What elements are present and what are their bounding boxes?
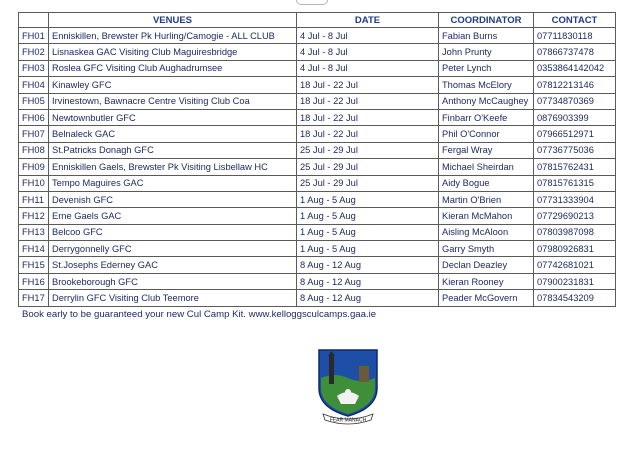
table-row bbox=[19, 290, 616, 306]
page-top-mark bbox=[296, 0, 328, 5]
cell-coordinator: Martin O'Brien bbox=[439, 191, 534, 207]
cell-coordinator: Kieran Rooney bbox=[439, 273, 534, 289]
cell-code: FH08 bbox=[19, 142, 49, 158]
cell-venue: Derrylin GFC Visiting Club Teemore bbox=[49, 290, 297, 306]
cell-coordinator: Kieran McMahon bbox=[439, 208, 534, 224]
cell-contact: 07900231831 bbox=[534, 273, 616, 289]
cell-code: FH03 bbox=[19, 60, 49, 76]
cell-code: FH04 bbox=[19, 77, 49, 93]
cell-venue: Roslea GFC Visiting Club Aughadrumsee bbox=[49, 60, 297, 76]
cell-contact: 07742681021 bbox=[534, 257, 616, 273]
cell-venue: Devenish GFC bbox=[49, 191, 297, 207]
cell-date: 4 Jul - 8 Jul bbox=[297, 28, 439, 44]
cell-venue: Belnaleck GAC bbox=[49, 126, 297, 142]
cell-contact: 07731333904 bbox=[534, 191, 616, 207]
table-row bbox=[19, 257, 616, 273]
cell-coordinator: Aisling McAloon bbox=[439, 224, 534, 240]
cell-venue: Derrygonnelly GFC bbox=[49, 241, 297, 257]
cell-coordinator: Aidy Bogue bbox=[439, 175, 534, 191]
table-row bbox=[19, 93, 616, 109]
venue-schedule-table bbox=[18, 12, 616, 307]
header-contact: CONTACT bbox=[534, 13, 616, 28]
cell-code: FH01 bbox=[19, 28, 49, 44]
cell-contact: 07815761315 bbox=[534, 175, 616, 191]
cell-contact: 07812213146 bbox=[534, 77, 616, 93]
cell-venue: Enniskillen Gaels, Brewster Pk Visiting Lisbellaw HC bbox=[49, 159, 297, 175]
cell-date: 8 Aug - 12 Aug bbox=[297, 273, 439, 289]
booking-note: Book early to be guaranteed your new Cul Camp Kit. www.kelloggsculcamps.gaa.ie bbox=[22, 309, 377, 320]
cell-venue: Belcoo GFC bbox=[49, 224, 297, 240]
cell-coordinator: John Prunty bbox=[439, 44, 534, 60]
cell-coordinator: Fabian Burns bbox=[439, 28, 534, 44]
cell-code: FH14 bbox=[19, 241, 49, 257]
header-coordinator: COORDINATOR bbox=[439, 13, 534, 28]
county-crest-icon bbox=[315, 348, 381, 426]
cell-coordinator: Thomas McElory bbox=[439, 77, 534, 93]
cell-coordinator: Declan Deazley bbox=[439, 257, 534, 273]
cell-date: 4 Jul - 8 Jul bbox=[297, 44, 439, 60]
table-row bbox=[19, 175, 616, 191]
crest-motto: FEAR MANACH bbox=[329, 417, 367, 424]
table-row bbox=[19, 109, 616, 125]
table-row bbox=[19, 159, 616, 175]
cell-venue: Brookeborough GFC bbox=[49, 273, 297, 289]
table-row bbox=[19, 28, 616, 44]
cell-venue: Erne Gaels GAC bbox=[49, 208, 297, 224]
cell-code: FH13 bbox=[19, 224, 49, 240]
table-row bbox=[19, 191, 616, 207]
table-row bbox=[19, 44, 616, 60]
header-venues: VENUES bbox=[49, 13, 297, 28]
cell-venue: Enniskillen, Brewster Pk Hurling/Camogie - ALL CLUB bbox=[49, 28, 297, 44]
table-row bbox=[19, 273, 616, 289]
cell-code: FH07 bbox=[19, 126, 49, 142]
cell-date: 25 Jul - 29 Jul bbox=[297, 142, 439, 158]
table-header-row bbox=[19, 13, 616, 28]
cell-coordinator: Garry Smyth bbox=[439, 241, 534, 257]
cell-code: FH09 bbox=[19, 159, 49, 175]
cell-coordinator: Peader McGovern bbox=[439, 290, 534, 306]
cell-code: FH11 bbox=[19, 191, 49, 207]
cell-date: 1 Aug - 5 Aug bbox=[297, 224, 439, 240]
cell-code: FH10 bbox=[19, 175, 49, 191]
table-row bbox=[19, 208, 616, 224]
cell-code: FH16 bbox=[19, 273, 49, 289]
cell-contact: 07866737478 bbox=[534, 44, 616, 60]
cell-coordinator: Fergal Wray bbox=[439, 142, 534, 158]
cell-contact: 07734870369 bbox=[534, 93, 616, 109]
cell-date: 1 Aug - 5 Aug bbox=[297, 191, 439, 207]
cell-venue: Newtownbutler GFC bbox=[49, 109, 297, 125]
cell-code: FH15 bbox=[19, 257, 49, 273]
cell-venue: St.Patricks Donagh GFC bbox=[49, 142, 297, 158]
table-row bbox=[19, 241, 616, 257]
cell-contact: 07966512971 bbox=[534, 126, 616, 142]
cell-contact: 0353864142042 bbox=[534, 60, 616, 76]
cell-venue: Tempo Maguires GAC bbox=[49, 175, 297, 191]
cell-contact: 0876903399 bbox=[534, 109, 616, 125]
table-row bbox=[19, 60, 616, 76]
cell-contact: 07729690213 bbox=[534, 208, 616, 224]
cell-coordinator: Phil O'Connor bbox=[439, 126, 534, 142]
cell-date: 18 Jul - 22 Jul bbox=[297, 77, 439, 93]
header-date: DATE bbox=[297, 13, 439, 28]
cell-coordinator: Anthony McCaughey bbox=[439, 93, 534, 109]
cell-code: FH02 bbox=[19, 44, 49, 60]
table-row bbox=[19, 126, 616, 142]
cell-coordinator: Peter Lynch bbox=[439, 60, 534, 76]
cell-date: 8 Aug - 12 Aug bbox=[297, 290, 439, 306]
cell-code: FH12 bbox=[19, 208, 49, 224]
cell-date: 18 Jul - 22 Jul bbox=[297, 93, 439, 109]
cell-coordinator: Finbarr O'Keefe bbox=[439, 109, 534, 125]
cell-code: FH06 bbox=[19, 109, 49, 125]
cell-date: 18 Jul - 22 Jul bbox=[297, 109, 439, 125]
table-row bbox=[19, 224, 616, 240]
cell-date: 1 Aug - 5 Aug bbox=[297, 241, 439, 257]
cell-date: 8 Aug - 12 Aug bbox=[297, 257, 439, 273]
cell-date: 1 Aug - 5 Aug bbox=[297, 208, 439, 224]
cell-date: 25 Jul - 29 Jul bbox=[297, 159, 439, 175]
cell-date: 18 Jul - 22 Jul bbox=[297, 126, 439, 142]
cell-contact: 07815762431 bbox=[534, 159, 616, 175]
cell-venue: St.Josephs Ederney GAC bbox=[49, 257, 297, 273]
table-row bbox=[19, 142, 616, 158]
cell-code: FH05 bbox=[19, 93, 49, 109]
cell-code: FH17 bbox=[19, 290, 49, 306]
cell-date: 25 Jul - 29 Jul bbox=[297, 175, 439, 191]
cell-venue: Lisnaskea GAC Visiting Club Maguiresbridge bbox=[49, 44, 297, 60]
cell-contact: 07980926831 bbox=[534, 241, 616, 257]
header-code bbox=[19, 13, 49, 28]
table-row bbox=[19, 77, 616, 93]
cell-coordinator: Michael Sheirdan bbox=[439, 159, 534, 175]
cell-venue: Irvinestown, Bawnacre Centre Visiting Club Coa bbox=[49, 93, 297, 109]
cell-contact: 07834543209 bbox=[534, 290, 616, 306]
cell-date: 4 Jul - 8 Jul bbox=[297, 60, 439, 76]
cell-contact: 07803987098 bbox=[534, 224, 616, 240]
cell-venue: Kinawley GFC bbox=[49, 77, 297, 93]
cell-contact: 07736775036 bbox=[534, 142, 616, 158]
cell-contact: 07711830118 bbox=[534, 28, 616, 44]
